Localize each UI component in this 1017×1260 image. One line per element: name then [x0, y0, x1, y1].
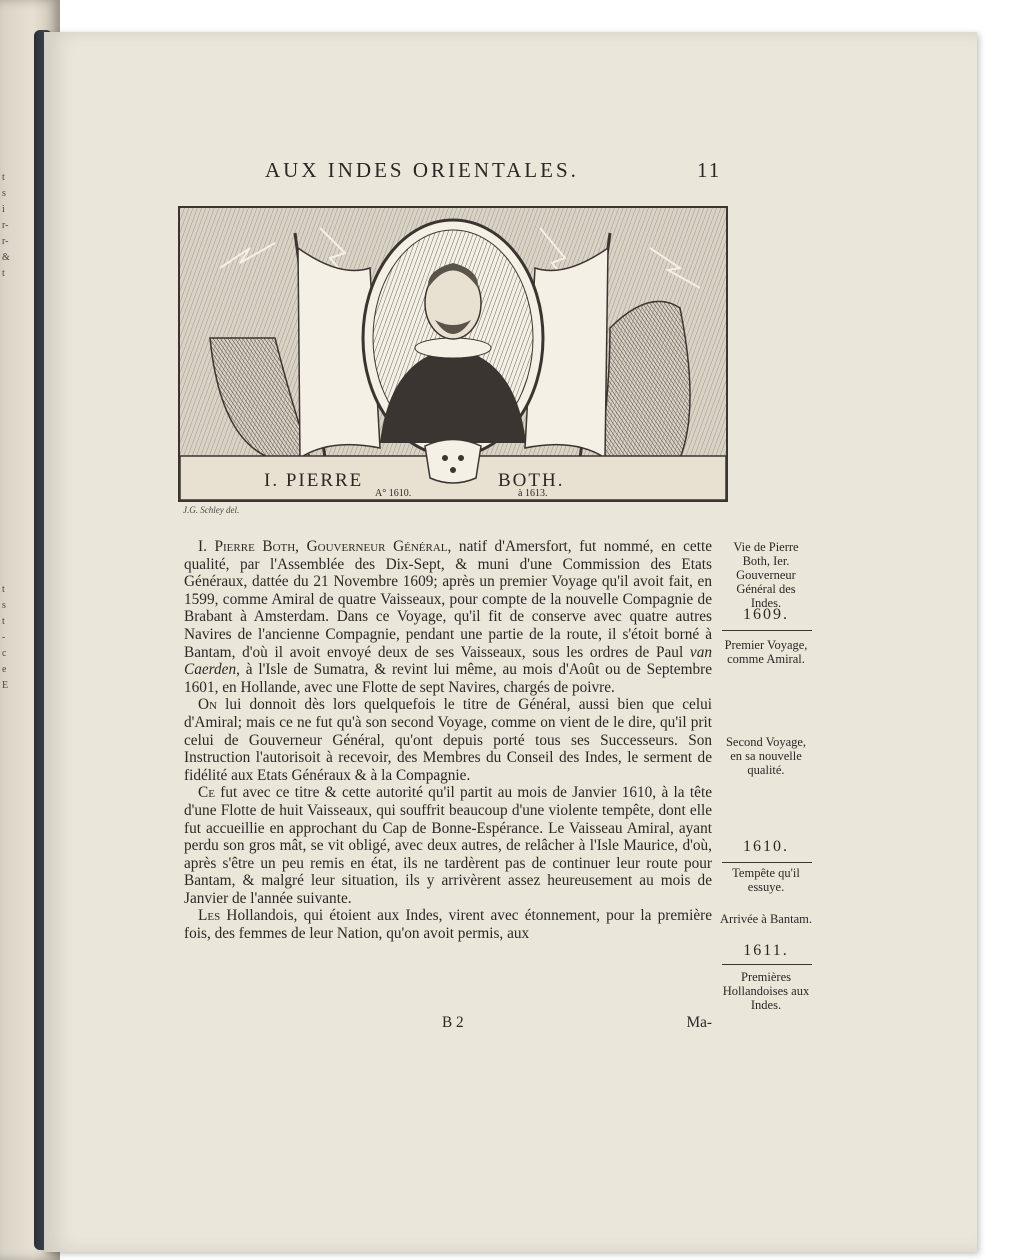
plate-caption-name-right: BOTH.	[498, 470, 565, 491]
arms-star	[458, 455, 464, 461]
paragraph: On lui donnoit dès lors quelquefois le titre de Général, aussi bien que celui d'Amiral; mais ce ne fut qu'à son second Voyage, comme on vient de le dire, qu'il prit celui de Gouverneur Général, qu'ont depuis porté tous ses Successeurs. Son Instruction l'autorisoit à recevoir, des Membres du Conseil des Indes, le serment de fidélité aux Etats Généraux & à la Compagnie.	[184, 696, 712, 784]
portrait-engraving	[178, 206, 728, 502]
running-head: AUX INDES ORIENTALES.	[265, 158, 579, 182]
arms-star	[442, 455, 448, 461]
left-page-bleed-text: t s i r- r- & t t s t - c e E	[2, 172, 10, 691]
marginal-note: Premières Hollandoises aux Indes.	[722, 970, 810, 1012]
marginal-rule	[722, 964, 812, 965]
marginal-note: Premier Voyage, comme Amiral.	[724, 638, 808, 666]
marginal-rule	[722, 862, 812, 863]
page-footer	[184, 1014, 712, 1034]
marginal-note: Arrivée à Bantam.	[720, 912, 812, 926]
engraver-credit: J.G. Schley del.	[183, 505, 240, 515]
paragraph: I. Pierre Both, Gouverneur Général, natif d'Amersfort, fut nommé, en cette qualité, par l'Assemblée des Dix-Sept, & muni d'une Commission des Etats Généraux, dattée du 21 Novembre 1609; après un premier Voyage qu'il avoit fait, en 1599, comme Amiral de quatre Vaisseaux, pour compte de la nouvelle Compagnie de Brabant à Amsterdam. Dans ce Voyage, qu'il fit de conserve avec quatre autres Navires de l'ancienne Compagnie, pendant une partie de la route, il s'étoit borné à Bantam, d'où il avoit envoyé deux de ses Vaisseaux, sous les ordres de Paul van Caerden, à l'Isle de Sumatra, & revint lui même, au mois d'Août ou de Septembre 1601, en Hollande, avec une Flotte de sept Navires, chargés de poivre.	[184, 538, 712, 696]
marginal-note: Second Voyage, en sa nouvelle qualité.	[725, 735, 807, 777]
portrait-ruff-collar	[415, 338, 491, 358]
page-number: 11	[697, 158, 722, 182]
paragraph: Ce fut avec ce titre & cette autorité qu'il partit au mois de Janvier 1610, à la tête d'une Flotte de huit Vaisseaux, qui souffrit beaucoup d'une violente tempête, dont elle fut accueillie en approchant du Cap de Bonne-Espérance. Le Vaisseau Amiral, ayant perdu son gros mât, se vit obligé, avec deux autres, de relâcher à l'Isle Maurice, d'où, après s'être un peu remis en état, ils ne tardèrent pas de continuer leur route pour Bantam, & malgré leur situation, ils y arrivèrent assez heureusement au mois de Janvier de l'année suivante.	[184, 784, 712, 907]
plate-caption-date-right: à 1613.	[518, 488, 548, 499]
ship-right	[600, 301, 690, 458]
marginal-year: 1609.	[743, 606, 789, 623]
marginal-rule	[722, 630, 812, 631]
marginal-note: Vie de Pierre Both, Ier. Gouverneur Général des Indes.	[733, 540, 799, 610]
coat-of-arms-cartouche	[425, 440, 481, 484]
marginal-year: 1610.	[743, 838, 789, 855]
marginal-note: Tempête qu'il essuye.	[732, 866, 800, 894]
catchword: Ma-	[686, 1014, 712, 1031]
engraving-illustration	[180, 208, 726, 500]
arms-star	[450, 467, 456, 473]
marginal-year: 1611.	[743, 942, 789, 959]
main-text	[184, 538, 712, 943]
paragraph: Les Hollandois, qui étoient aux Indes, virent avec étonnement, pour la première fois, des femmes de leur Nation, qu'on avoit permis, aux	[184, 907, 712, 943]
plate-caption-date-left: A° 1610.	[375, 488, 412, 499]
signature-mark: B 2	[442, 1014, 464, 1031]
plate-caption-name-left: I. PIERRE	[264, 470, 364, 491]
